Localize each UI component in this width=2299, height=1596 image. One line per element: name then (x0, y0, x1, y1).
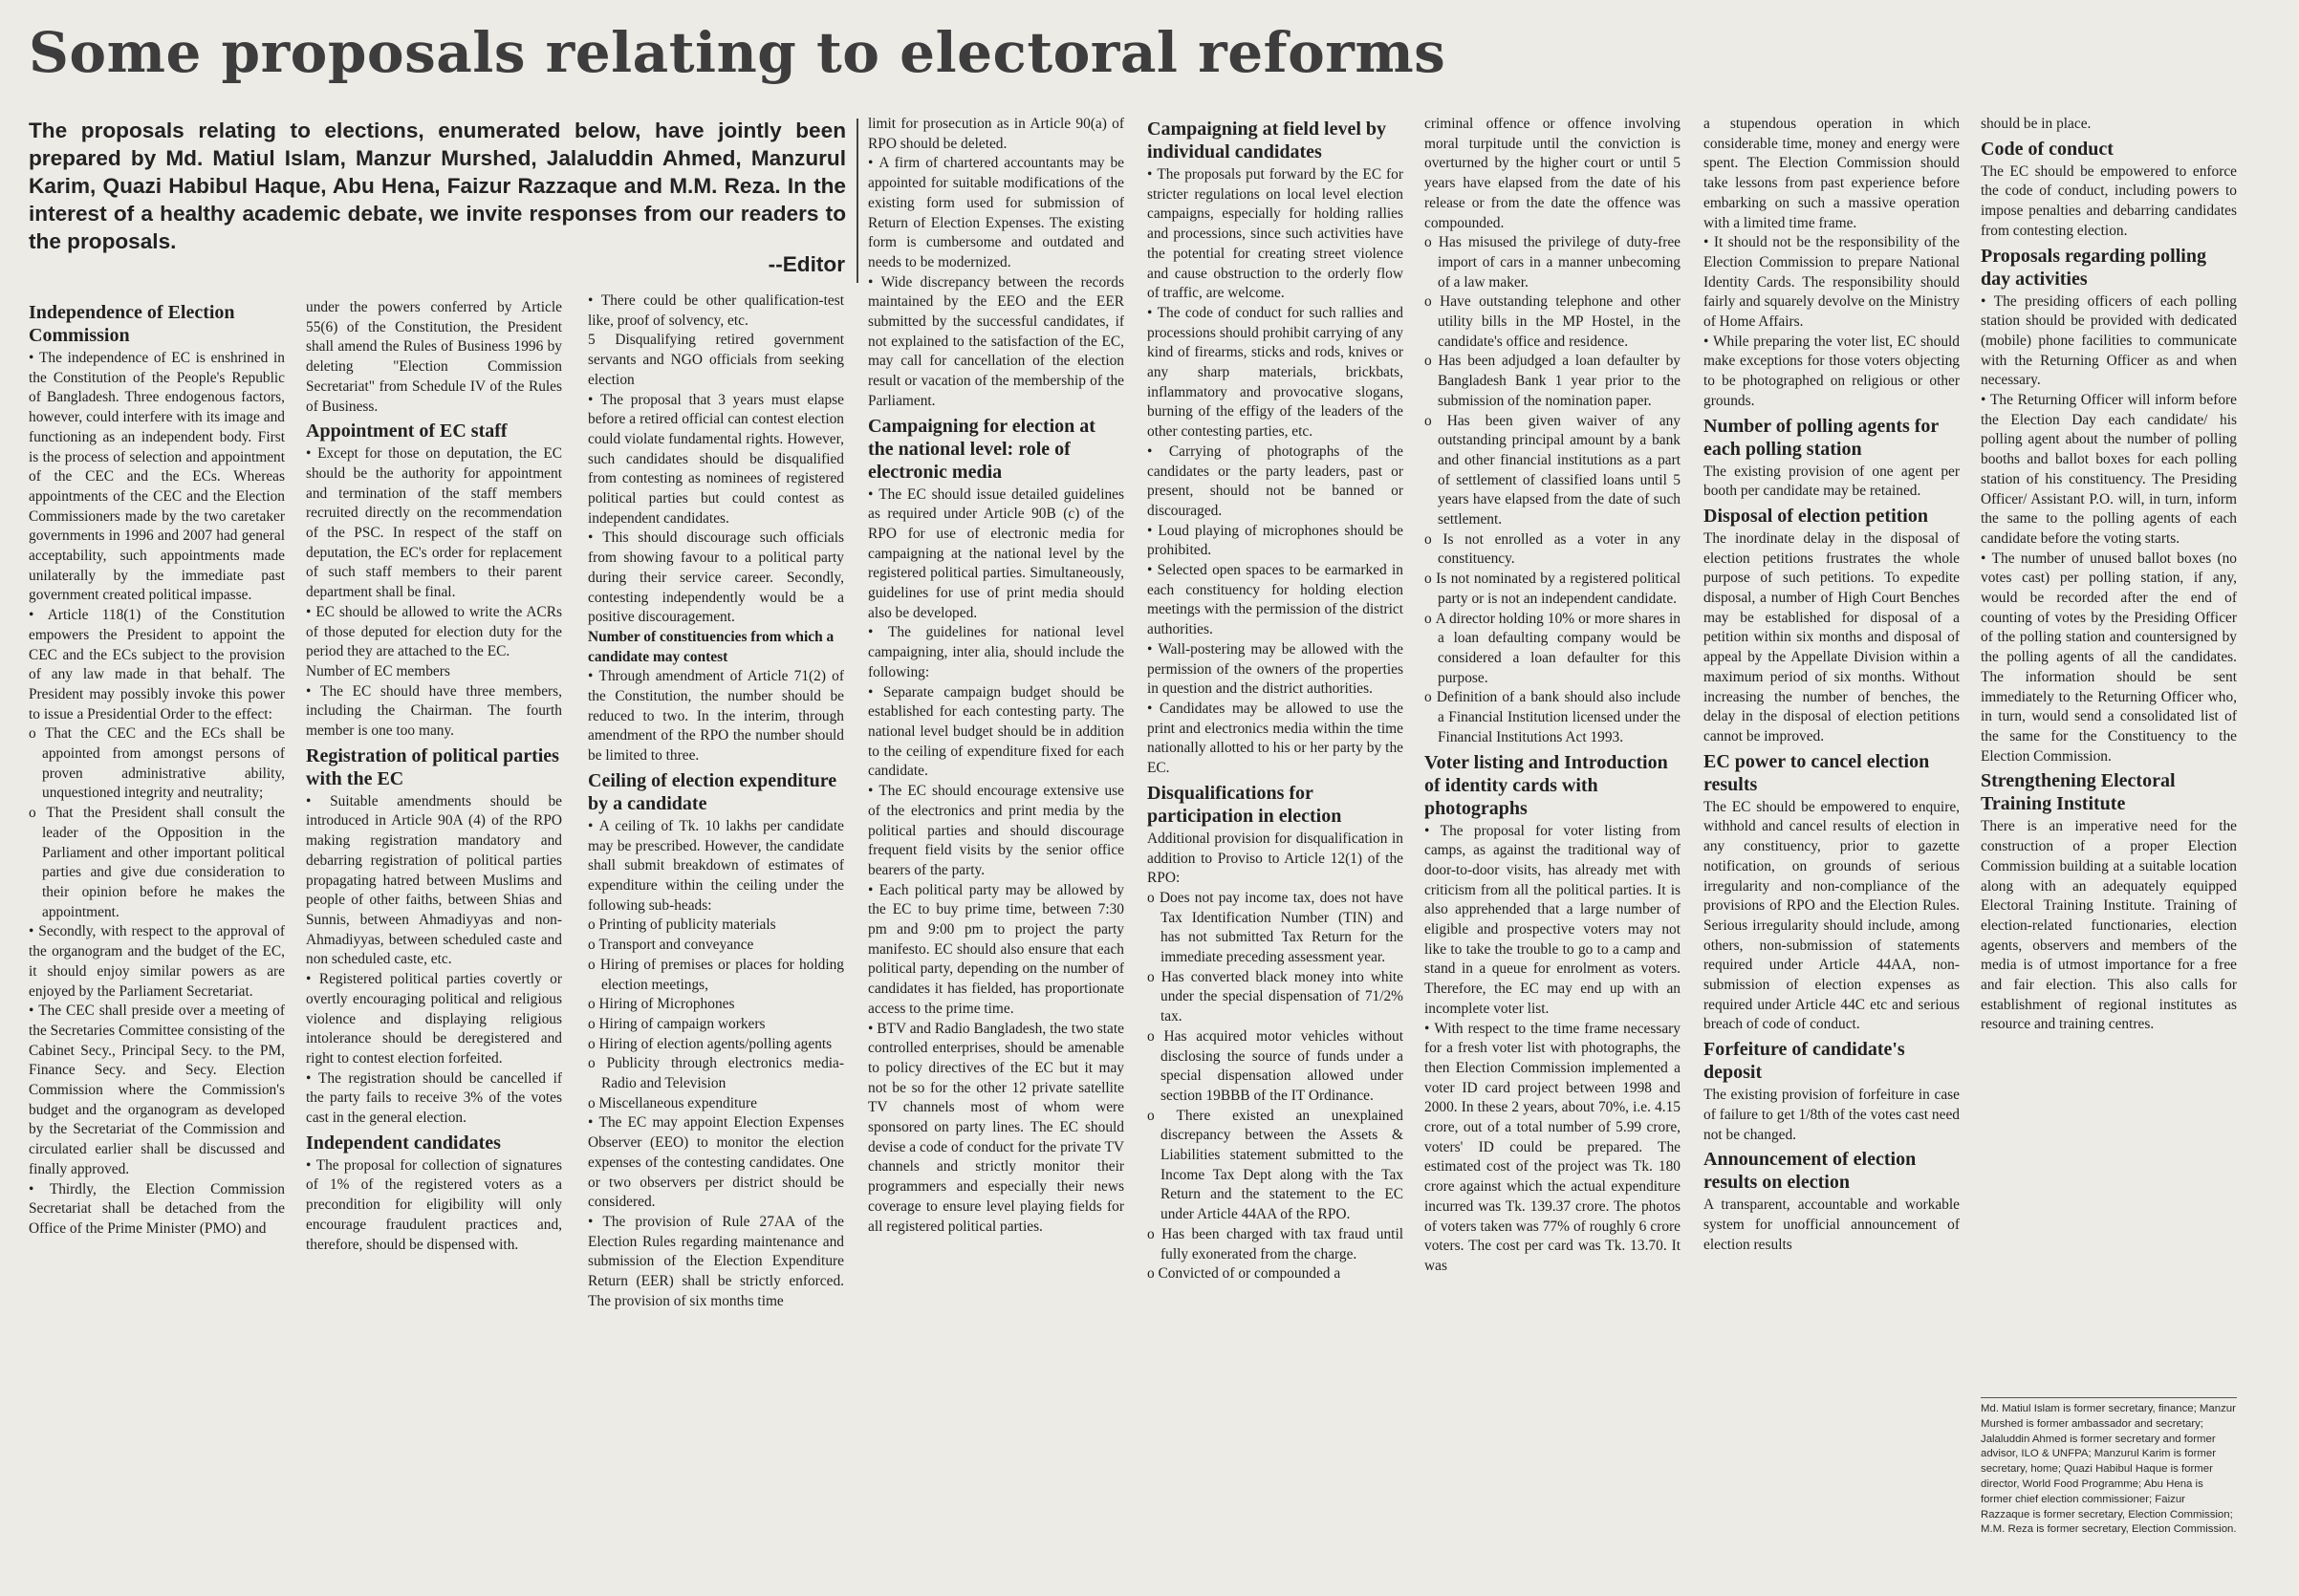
section-heading: Ceiling of election expenditure by a candidate (588, 769, 837, 814)
paragraph: • With respect to the time frame necessary for a fresh voter list with photographs, the then Election Commission implemented a voter ID card project between 1998 and 2000. In these 2 years, about 70%, i.e. 4.15 crore, out of a total number of 5.99 crore, voters' ID could be prepared. The estimated cost of the project was Tk. 180 crore against which the actual expenditure incurred was Tk. 139.37 crore. The photos of voters taken was 77% of roughly 6 crore voters. The cost per card was Tk. 13.70. It was (1424, 1020, 1681, 1277)
list-item: o Has been given waiver of any outstanding principal amount by a bank and other financial institutions as a part of settlement of classified loans until 5 years have elapsed from the date of such settlement. (1424, 412, 1681, 530)
paragraph: • The independence of EC is enshrined in the Constitution of the People's Republic of Bangladesh. Three endogenous factors, however, could interfere with its image and functioning as an independent body. First is the process of selection and appointment of the CEC and the ECs. Whereas appointments of the CEC and the Election Commissioners made by the two caretaker governments in 1996 and 2007 had general acceptability, such appointments made unilaterally by the immediate past government created political impasse. (29, 349, 285, 606)
section-heading: Number of polling agents for each polling station (1703, 415, 1939, 460)
list-item: o That the CEC and the ECs shall be appointed from amongst persons of proven administrative ability, unquestioned integrity and neutrality; (29, 724, 285, 804)
paragraph: There is an imperative need for the construction of a proper Election Commission building at a suitable location along with an adequately equipped Electoral Training Institute. Training of election-related functionaries, election agents, observers and members of the media is of utmost importance for a free and fair election. This also calls for establishment of regional institutes as resource and training centres. (1981, 818, 2237, 1033)
paragraph: • The EC may appoint Election Expenses Observer (EEO) to monitor the election expenses of the contesting candidates. One or two observers per district should be considered. (588, 1113, 844, 1213)
article-column-8 (1981, 115, 2237, 1393)
paragraph: The existing provision of one agent per booth per candidate may be retained. (1703, 463, 1960, 500)
section-heading: Voter listing and Introduction of identity cards with photographs (1424, 751, 1668, 819)
paragraph: • The proposals put forward by the EC for stricter regulations on local level election campaigns, especially for holding rallies and processions, since such activities have the potential for creating street violence and cause obstruction to the orderly flow of traffic, are welcome. (1147, 165, 1403, 304)
list-item: o A director holding 10% or more shares in a loan defaulting company would be considered a loan defaulter for this purpose. (1424, 610, 1681, 689)
paragraph: • There could be other qualification-test like, proof of solvency, etc. (588, 291, 844, 331)
paragraph: criminal offence or offence involving moral turpitude until the conviction is overturned by the higher court or until 5 years have elapsed from the date of his release or from the date the offence was compounded. (1424, 116, 1681, 231)
article-column-4 (868, 115, 1124, 1590)
list-item: o Is not enrolled as a voter in any constituency. (1424, 530, 1681, 570)
paragraph: • Wide discrepancy between the records maintained by the EEO and the EER submitted by the successful candidates, if not explained to the satisfaction of the EC, may call for cancellation of the election result or vacation of the membership of the Parliament. (868, 273, 1124, 412)
author-bylines: Md. Matiul Islam is former secretary, finance; Manzur Murshed is former ambassador and secretary; Jalaluddin Ahmed is former secretary and former advisor, ILO & UNFPA; Manzurul Karim is former secretary, home; Quazi Habibul Haque is former director, World Food Programme; Abu Hena is former chief election commissioner; Faizur Razzaque is former secretary, Election Commission; M.M. Reza is former secretary, Election Commission. (1981, 1397, 2237, 1593)
paragraph: • A firm of chartered accountants may be appointed for suitable modifications of the existing form used for submission of Return of Election Expenses. The existing form is cumbersome and outdated and needs to be modernized. (868, 154, 1124, 272)
section-heading: Registration of political parties with the EC (306, 744, 559, 789)
paragraph: • Except for those on deputation, the EC should be the authority for appointment and termination of the staff members recruited directly on the recommendation of the PSC. In respect of the staff on deputation, the EC's order for replacement of such staff members to their parent department shall be final. (306, 444, 562, 603)
list-item: o Has misused the privilege of duty-free import of cars in a manner unbecoming of a law maker. (1424, 233, 1681, 292)
paragraph: • The CEC shall preside over a meeting of the Secretaries Committee consisting of the Cabinet Secy., Principal Secy. to the PM, Finance Secy. and Secy. Election Commission where the Commission's budget and the organogram as developed by the Secretariat of the Commission and circulated earlier shall be discussed and finally approved. (29, 1002, 285, 1179)
section-heading: Proposals regarding polling day activities (1981, 245, 2206, 290)
list-item: o Is not nominated by a registered political party or is not an independent candidate. (1424, 570, 1681, 609)
article-column-7 (1703, 115, 1960, 1590)
paragraph: • The guidelines for national level campaigning, inter alia, should include the following: (868, 623, 1124, 682)
paragraph: • Registered political parties covertly or overtly encouraging political and religious violence and displaying religious intolerance should be deregistered and right to contest election forfeited. (306, 970, 562, 1069)
paragraph: • It should not be the responsibility of the Election Commission to prepare National Identity Cards. The responsibility should fairly and squarely devolve on the Ministry of Home Affairs. (1703, 233, 1960, 333)
list-item: o That the President shall consult the leader of the Opposition in the Parliament and other important political parties and give due consideration to their opinion before he makes the appointment. (29, 804, 285, 922)
paragraph: • Each political party may be allowed by the EC to buy prime time, between 7:30 pm and 9:00 pm to project the party manifesto. EC should also ensure that each political party, depending on the number of candidates it has fielded, has proportionate access to the prime time. (868, 881, 1124, 1020)
section-heading: Appointment of EC staff (306, 421, 508, 442)
paragraph: should be in place. (1981, 116, 2092, 132)
section-heading: Independence of Election Commission (29, 302, 235, 346)
section-heading: Campaigning for election at the national level: role of electronic media (868, 415, 1095, 483)
list-item: o Transport and conveyance (588, 936, 844, 956)
list-item: o Hiring of campaign workers (588, 1015, 844, 1035)
paragraph: 5 Disqualifying retired government servants and NGO officials from seeking election (588, 332, 844, 388)
paragraph: • Candidates may be allowed to use the print and electronics media within the time nationally allotted to his or her party by the EC. (1147, 700, 1403, 779)
editor-signature: --Editor (768, 252, 845, 276)
paragraph: • The code of conduct for such rallies and processions should prohibit carrying of any kind of firearms, sticks and rods, knives or any sharp materials, brickbats, inflammatory and provocative slogans, burning of the effigy of the leaders of the other contesting parties, etc. (1147, 304, 1403, 442)
column-rule (857, 119, 858, 283)
list-item: o Hiring of Microphones (588, 995, 844, 1015)
list-item: o Has acquired motor vehicles without disclosing the source of funds under a special dispensation allowed under section 19BBB of the IT Ordinance. (1147, 1027, 1403, 1107)
list-item: o Have outstanding telephone and other utility bills in the MP Hostel, in the candidate's office and residence. (1424, 292, 1681, 352)
list-item: o Miscellaneous expenditure (588, 1094, 844, 1114)
article-column-6 (1424, 115, 1681, 1590)
paragraph: • Article 118(1) of the Constitution empowers the President to appoint the CEC and the ECs subject to the provision of any law made in that behalf. The President may possibly invoke this power to issue a Presidential Order to the effect: (29, 606, 285, 724)
list-item: o Has been charged with tax fraud until fully exonerated from the charge. (1147, 1225, 1403, 1264)
section-heading: Disqualifications for participation in election (1147, 782, 1342, 827)
paragraph: • EC should be allowed to write the ACRs of those deputed for election duty for the period they are attached to the EC. (306, 603, 562, 662)
article-column-5 (1147, 115, 1403, 1590)
section-heading: Code of conduct (1981, 138, 2114, 160)
paragraph: • Through amendment of Article 71(2) of the Constitution, the number should be reduced to two. In the interim, through amendment of the RPO the number should be limited to three. (588, 667, 844, 766)
paragraph: under the powers conferred by Article 55(6) of the Constitution, the President shall amend the Rules of Business 1996 by deleting "Election Commission Secretariat" from Schedule IV of the Rules of Business. (306, 299, 562, 415)
paragraph: • The proposal for voter listing from camps, as against the traditional way of door-to-door visits, has already met with criticism from all the political parties. It is also apprehended that a large number of eligible and prospective voters may not like to take the trouble to go to a camp and stand in a queue for enrolment as voters. Therefore, the EC may end up with an incomplete voter list. (1424, 822, 1681, 1020)
paragraph: • Selected open spaces to be earmarked in each constituency for holding election meetings with the permission of the district authorities. (1147, 561, 1403, 640)
article-column-2 (306, 298, 562, 1590)
paragraph: Number of EC members (306, 662, 450, 679)
paragraph: • BTV and Radio Bangladesh, the two state controlled enterprises, should be amenable to policy directives of the EC but it may not be so for the other 12 private satellite TV channels most of whom were sponsored on party lines. The EC should devise a code of conduct for the private TV channels and strictly monitor their programmers and especially their news coverage to ensure level playing fields for all registered political parties. (868, 1020, 1124, 1238)
subheading: Number of constituencies from which a candidate may contest (588, 628, 835, 665)
section-heading: EC power to cancel election results (1703, 750, 1930, 795)
list-item: o Printing of publicity materials (588, 916, 844, 936)
section-heading: Independent candidates (306, 1132, 501, 1154)
paragraph: • Secondly, with respect to the approval of the organogram and the budget of the EC, it should enjoy similar powers as are enjoyed by the Parliament Secretariat. (29, 922, 285, 1002)
paragraph: The EC should be empowered to enforce the code of conduct, including powers to impose penalties and debarring candidates from contesting election. (1981, 162, 2237, 239)
list-item: o Hiring of premises or places for holding election meetings, (588, 956, 844, 995)
article-column-1 (29, 298, 285, 1590)
article-column-3 (588, 291, 844, 1590)
list-item: o Does not pay income tax, does not have Tax Identification Number (TIN) and has not submitted Tax Return for the immediate preceding assessment year. (1147, 889, 1403, 968)
list-item: o Publicity through electronics media- Radio and Television (588, 1054, 844, 1093)
section-heading: Strengthening Electoral Training Institute (1981, 770, 2176, 815)
section-heading: Disposal of election petition (1703, 505, 1928, 527)
list-item: o Has been adjudged a loan defaulter by Bangladesh Bank 1 year prior to the submission of the nomination paper. (1424, 352, 1681, 411)
paragraph: a stupendous operation in which considerable time, money and energy were spent. The Election Commission should take lessons from past experience before embarking on such a massive operation with a limited time frame. (1703, 116, 1960, 231)
paragraph: • Loud playing of microphones should be prohibited. (1147, 522, 1403, 561)
paragraph: • The proposal that 3 years must elapse before a retired official can contest election could violate fundamental rights. However, such candidates should be disqualified from contesting as nominees of registered political parties but could contest as independent candidates. (588, 391, 844, 529)
paragraph: limit for prosecution as in Article 90(a) of RPO should be deleted. (868, 116, 1124, 152)
headline: Some proposals relating to electoral reforms (29, 20, 1446, 85)
paragraph: • Wall-postering may be allowed with the permission of the owners of the properties in question and the district authorities. (1147, 640, 1403, 700)
paragraph: • The presiding officers of each polling station should be provided with dedicated (mobile) phone facilities to communicate with the Returning Officer as and when necessary. (1981, 292, 2237, 392)
section-heading: Forfeiture of candidate's deposit (1703, 1039, 1905, 1084)
list-item: o There existed an unexplained discrepancy between the Assets & Liabilities statement submitted to the Income Tax Dept along with the Tax Return and the statement to the EC under Article 44AA of the RPO. (1147, 1107, 1403, 1225)
paragraph: • The number of unused ballot boxes (no votes cast) per polling station, if any, would be recorded after the end of counting of votes by the Presiding Officer of the polling station and countersigned by the polling agents of all the candidates. The information should be sent immediately to the Returning Officer who, in turn, would send a consolidated list of the same for the Constituency to the Election Commission. (1981, 550, 2237, 767)
paragraph: The EC should be empowered to enquire, withhold and cancel results of election in any constituency, prior to gazette notification, on grounds of serious irregularity and non-compliance of the provisions of RPO and the Election Rules. Serious irregularity should include, among others, non-submission of statements required under Article 44AA, non-submission of election expenses as required under Article 44C etc and serious breach of code of conduct. (1703, 798, 1960, 1033)
paragraph: • Suitable amendments should be introduced in Article 90A (4) of the RPO making registration mandatory and debarring registration of political parties propagating hatred between Muslims and people of other faiths, between Shias and Sunnis, between Ahmadiyyas and non-Ahmadiyyas, between scheduled caste and non scheduled caste, etc. (306, 792, 562, 970)
intro-paragraph: The proposals relating to elections, enumerated below, have jointly been prepared by Md. Matiul Islam, Manzur Murshed, Jalaluddin Ahmed, Manzurul Karim, Quazi Habibul Haque, Abu Hena, Faizur Razzaque and M.M. Reza. In the interest of a healthy academic debate, we invite responses from our readers to the proposals. (29, 119, 846, 253)
paragraph: • The EC should issue detailed guidelines as required under Article 90B (c) of the RPO for use of electronic media for campaigning at the national level by the registered political parties. Simultaneously, guidelines for use of print media should also be developed. (868, 485, 1124, 624)
paragraph: • A ceiling of Tk. 10 lakhs per candidate may be prescribed. However, the candidate shall submit breakdown of estimates of expenditure within the ceiling under the following sub-heads: (588, 817, 844, 917)
paragraph: • Separate campaign budget should be established for each contesting party. The national level budget should be in addition to the ceiling of expenditure fixed for each candidate. (868, 683, 1124, 783)
paragraph: A transparent, accountable and workable system for unofficial announcement of election results (1703, 1197, 1960, 1253)
paragraph: • The EC should have three members, including the Chairman. The fourth member is one too many. (306, 682, 562, 742)
paragraph: • Thirdly, the Election Commission Secretariat shall be detached from the Office of the Prime Minister (PMO) and (29, 1180, 285, 1240)
list-item: o Definition of a bank should also include a Financial Institution licensed under the Financial Institutions Act 1993. (1424, 688, 1681, 747)
list-item: o Hiring of election agents/polling agents (588, 1035, 844, 1055)
paragraph: • The proposal for collection of signatures of 1% of the registered voters as a precondition for eligibility will only encourage fraudulent practices and, therefore, should be dispensed with. (306, 1156, 562, 1256)
paragraph: The existing provision of forfeiture in case of failure to get 1/8th of the votes cast need not be changed. (1703, 1087, 1960, 1143)
paragraph: • The registration should be cancelled if the party fails to receive 3% of the votes cast in the general election. (306, 1069, 562, 1129)
paragraph: • This should discourage such officials from showing favour to a political party during their service career. Secondly, contesting independently would be a positive discouragement. (588, 528, 844, 628)
section-heading: Campaigning at field level by individual candidates (1147, 119, 1387, 162)
section-heading: Announcement of election results on election (1703, 1149, 1917, 1194)
paragraph: The inordinate delay in the disposal of election petitions frustrates the whole purpose of such petitions. To expedite disposal, a number of High Court Benches may be established for disposal of a petition within six months and disposal of appeal by the Appellate Division within a maximum period of six months. Without increasing the number of benches, the delay in the disposal of election petitions cannot be improved. (1703, 529, 1960, 744)
paragraph: • While preparing the voter list, EC should make exceptions for those voters objecting to be photographed on religious or other grounds. (1703, 333, 1960, 412)
list-item: o Convicted of or compounded a (1147, 1264, 1403, 1284)
list-item: o Has converted black money into white under the special dispensation of 71/2% tax. (1147, 968, 1403, 1027)
paragraph: • The EC should encourage extensive use of the electronics and print media by the political parties and should discourage frequent field visits by the senior office bearers of the party. (868, 782, 1124, 881)
paragraph: Additional provision for disqualification in addition to Proviso to Article 12(1) of the RPO: (1147, 830, 1403, 887)
paragraph: • The Returning Officer will inform before the Election Day each candidate/ his polling agent about the number of polling booths and ballot boxes for each polling station of his constituency. The Presiding Officer/ Assistant P.O. will, in turn, inform the same to the polling agents of each candidate before the voting starts. (1981, 391, 2237, 550)
paragraph: • The provision of Rule 27AA of the Election Rules regarding maintenance and submission of the Election Expenditure Return (EER) shall be strictly enforced. The provision of six months time (588, 1213, 844, 1312)
paragraph: • Carrying of photographs of the candidates or the party leaders, past or present, should not be banned or discouraged. (1147, 442, 1403, 522)
